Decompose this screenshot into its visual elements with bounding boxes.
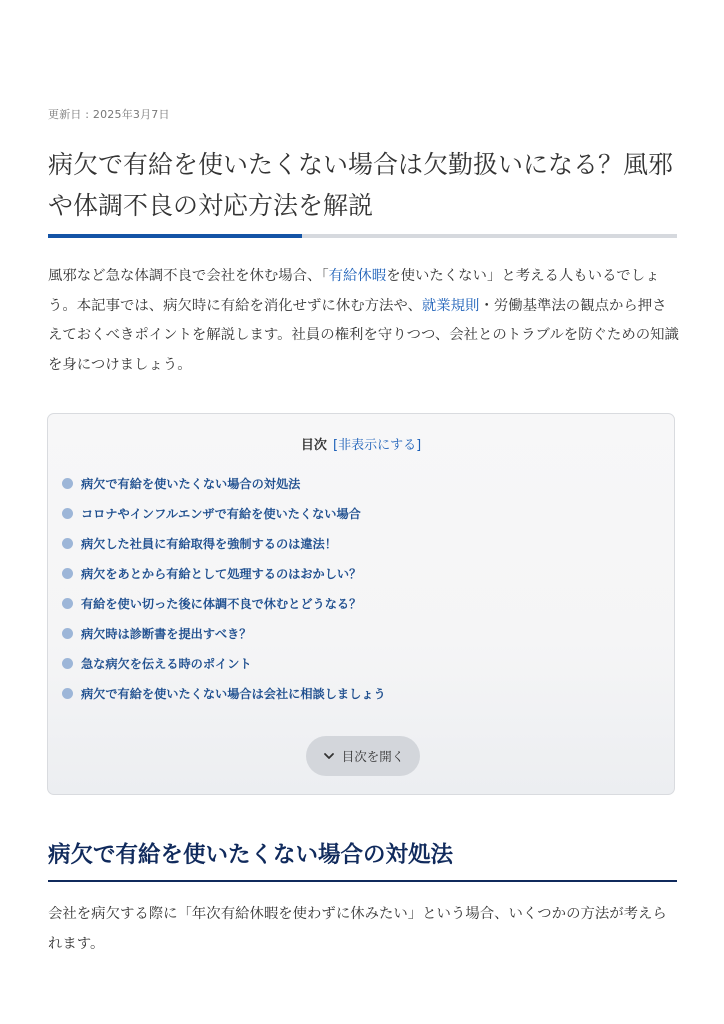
toc-item[interactable]: [62, 618, 386, 648]
toc-open-button[interactable]: [306, 736, 420, 776]
page-title: 病欠で有給を使いたくない場合は欠勤扱いになる？風邪や体調不良の対応方法を解説: [48, 150, 674, 220]
bullet-dot-icon: [62, 538, 73, 549]
bullet-dot-icon: [62, 628, 73, 639]
bullet-dot-icon: [62, 658, 73, 669]
toc-item[interactable]: [62, 588, 386, 618]
section-heading: 病欠で有給を使いたくない場合の対処法: [48, 842, 454, 868]
toc-hide-toggle[interactable]: [非表示にする]: [333, 438, 422, 453]
toc-item-link[interactable]: 病欠で有給を使いたくない場合の対処法: [81, 476, 301, 491]
section-heading-underline: [48, 880, 677, 882]
intro-text-2: を使いたくない」と考える人もいるでしょう。本記事では、病欠時に有給を消化せずに休む方法や、: [48, 268, 660, 314]
toc-item-link[interactable]: 急な病欠を伝える時のポイント: [81, 656, 252, 671]
intro-text-1: 風邪など急な体調不良で会社を休む場合、「: [48, 268, 329, 284]
toc-item[interactable]: [62, 528, 386, 558]
chevron-down-icon: [322, 749, 336, 763]
bullet-dot-icon: [62, 508, 73, 519]
bullet-dot-icon: [62, 688, 73, 699]
intro-paragraph: [48, 262, 680, 380]
toc-item-link[interactable]: 病欠をあとから有給として処理するのはおかしい？: [81, 566, 362, 581]
section-paragraph: 会社を病欠する際に「年次有給休暇を使わずに休みたい」という場合、いくつかの方法が考えられます。: [48, 906, 667, 952]
toc-item[interactable]: [62, 498, 386, 528]
title-underline: [48, 234, 677, 238]
toc-item-link[interactable]: 病欠した社員に有給取得を強制するのは違法！: [81, 536, 337, 551]
table-of-contents: [47, 413, 675, 795]
toc-open-label: 目次を開く: [341, 749, 405, 764]
toc-header: [48, 434, 674, 453]
toc-item[interactable]: [62, 468, 386, 498]
toc-item-link[interactable]: 病欠で有給を使いたくない場合は会社に相談しましょう: [81, 686, 386, 701]
toc-item[interactable]: [62, 678, 386, 708]
paid-leave-link[interactable]: 有給休暇: [328, 268, 387, 284]
toc-list: [62, 468, 386, 708]
toc-item-link[interactable]: 有給を使い切った後に体調不良で休むとどうなる？: [81, 596, 362, 611]
bullet-dot-icon: [62, 568, 73, 579]
updated-date: 更新日 : 2025年3月7日: [48, 108, 170, 121]
toc-item[interactable]: [62, 558, 386, 588]
toc-title: 目次: [300, 438, 327, 453]
toc-item[interactable]: [62, 648, 386, 678]
bullet-dot-icon: [62, 598, 73, 609]
intro-text-3: ・労働基準法の観点から押さえておくべきポイントを解説します。社員の権利を守りつつ、会社とのトラブルを防ぐための知識を身につけましょう。: [48, 297, 679, 373]
title-underline-accent: [48, 234, 302, 238]
work-rules-link[interactable]: 就業規則: [421, 297, 480, 314]
toc-item-link[interactable]: コロナやインフルエンザで有給を使いたくない場合: [81, 506, 361, 521]
toc-item-link[interactable]: 病欠時は診断書を提出すべき？: [81, 626, 252, 641]
bullet-dot-icon: [62, 478, 73, 489]
